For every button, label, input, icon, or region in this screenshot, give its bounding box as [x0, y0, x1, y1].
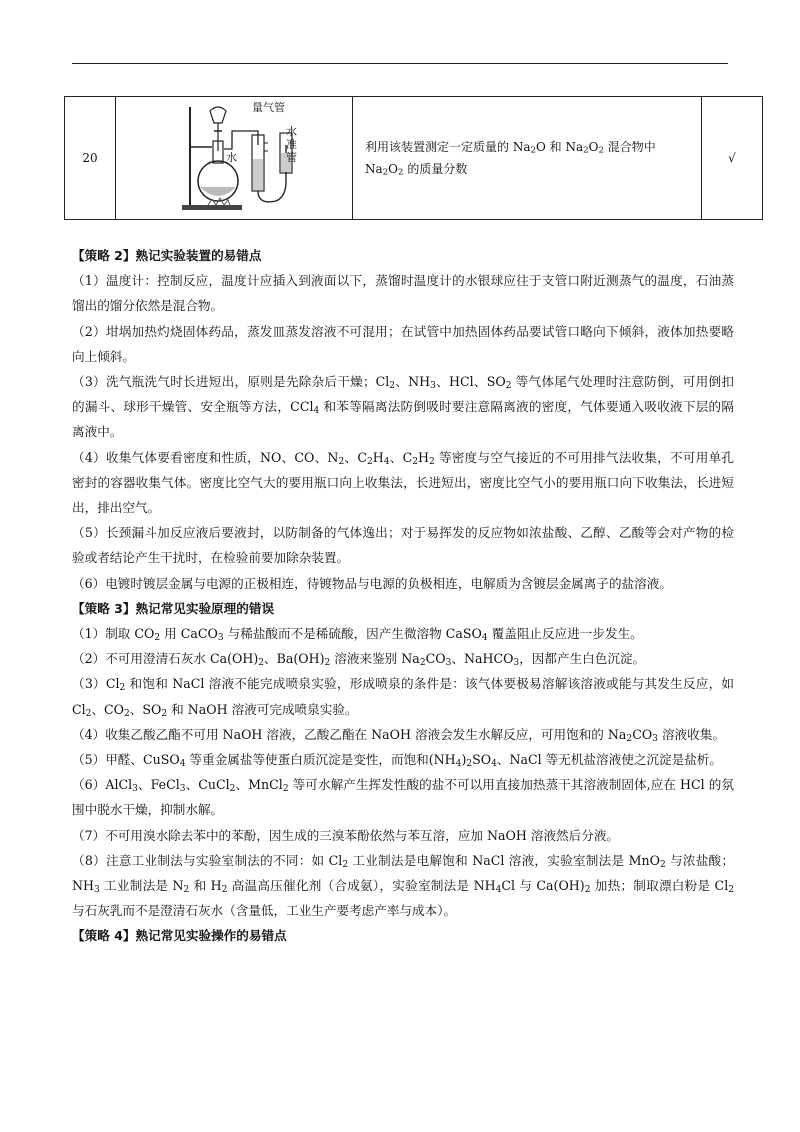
paragraph: （3）洗气瓶洗气时长进短出，原则是先除杂后干燥；$Cl_2$、$NH_3$、HCl、$SO_2$ 等气体尾气处理时注意防倒，可用倒扣的漏斗、球形干燥管、安全瓶等方法，CCl$_4$ 和苯等隔离法防倒吸时要注意隔离液的密度，气体要通入吸收液下层的隔离液中。 — [72, 374, 734, 440]
question-table — [64, 96, 763, 220]
stand-base — [182, 205, 242, 210]
apparatus-figure-cell — [116, 97, 353, 220]
label-leveling-tube: 水准管 — [286, 125, 297, 164]
paragraph: （5）甲醛、CuSO$_4$ 等重金属盐等使蛋白质沉淀是变性，而饱和$(NH_4)_2SO_4$、NaCl 等无机盐溶液使之沉淀是盐析。 — [72, 752, 722, 769]
row-description: 利用该装置测定一定质量的 $Na_2O$ 和 $Na_2O_2$ 混合物中 $Na_2O_2$ 的质量分数 — [353, 97, 702, 220]
main-content — [72, 243, 734, 949]
paragraph: （1）温度计：控制反应，温度计应插入到液面以下，蒸馏时温度计的水银球应往于支管口附近测蒸气的温度，石油蒸馏出的馏分依然是混合物。 — [72, 273, 734, 314]
header-rule — [72, 63, 728, 64]
apparatus-diagram — [182, 101, 302, 217]
paragraph: （5）长颈漏斗加反应液后要液封，以防制备的气体逸出；对于易挥发的反应物如浓盐酸、乙醇、乙酸等会对产物的检验或者结论产生干扰时，在检验前要加除杂装置。 — [72, 525, 734, 566]
paragraph: （2）不可用澄清石灰水 $Ca(OH)_2$、$Ba(OH)_2$ 溶液来鉴别 $Na_2CO_3$、NaHCO$_3$，因都产生白色沉淀。 — [72, 651, 646, 669]
paragraph: （8）注意工业制法与实验室制法的不同：如 $Cl_2$ 工业制法是电解饱和 NaCl 溶液，实验室制法是 MnO$_2$ 与浓盐酸；$NH_3$ 工业制法是 $N_2$ 和 $H_2$ 高温高压催化剂（合成氨），实验室制法是 $NH_4Cl$ 与 $Ca(OH)_2$ 加热；制取漂白粉是 $Cl_2$ 与石灰乳而不是澄清石灰水（含量低，工业生产要考虑产率与成本）。 — [72, 852, 735, 919]
paragraph: （4）收集气体要看密度和性质，NO、CO、$N_2$、$C_2H_4$、$C_2H_2$ 等密度与空气接近的不可用排气法收集，不可用单孔密封的容器收集气体。密度比空气大的要用瓶口向上收集法，长进短出，密度比空气小的要用瓶口向下收集法，长进短出，排出空气。 — [72, 449, 734, 516]
section-heading: 【策略 4】熟记常见实验操作的易错点 — [72, 928, 287, 944]
paragraph: （2）坩埚加热灼烧固体药品，蒸发皿蒸发溶液不可混用；在试管中加热固体药品要试管口略向下倾斜，液体加热要略向上倾斜。 — [72, 323, 734, 364]
section-heading: 【策略 3】熟记常见实验原理的错误 — [72, 600, 275, 616]
label-gas-tube: 量气管 — [252, 101, 285, 114]
table-row — [65, 97, 763, 220]
paragraph: （1）制取 $CO_2$ 用 CaCO$_3$ 与稀盐酸而不是稀硫酸，因产生微溶物 CaSO$_4$ 覆盖阻止反应进一步发生。 — [72, 626, 643, 643]
dropping-funnel — [210, 107, 226, 123]
paragraph: （6）AlCl$_3$、FeCl$_3$、CuCl$_2$、MnCl$_2$ 等可水解产生挥发性酸的盐不可以用直接加热蒸干其溶液制固体,应在 HCl 的氛围中脱水干燥，抑制水解。 — [72, 777, 734, 818]
label-water: 水 — [226, 151, 237, 164]
paragraph: （7）不可用溴水除去苯中的苯酚，因生成的三溴苯酚依然与苯互溶，应加 NaOH 溶液然后分液。 — [72, 827, 620, 843]
paragraph: $(3)Cl_2$ 和饱和 NaCl 溶液不能完成喷泉实验，形成喷泉的条件是：该气体要极易溶解该溶液或能与其发生反应，如 $Cl_2$、$CO_2$、$SO_2$ 和 NaOH 溶液可完成喷泉实验。 — [72, 676, 734, 719]
check-mark: √ — [702, 97, 763, 220]
section-heading: 【策略 2】熟记实验装置的易错点 — [72, 248, 262, 263]
paragraph: （4）收集乙酸乙酯不可用 NaOH 溶液，乙酸乙酯在 NaOH 溶液会发生水解反应，可用饱和的 $Na_2CO_3$ 溶液收集。 — [72, 726, 725, 744]
row-number: 20 — [65, 97, 116, 220]
paragraph: （6）电镀时镀层金属与电源的正极相连，待镀物品与电源的负极相连，电解质为含镀层金属离子的盐溶液。 — [72, 575, 672, 591]
